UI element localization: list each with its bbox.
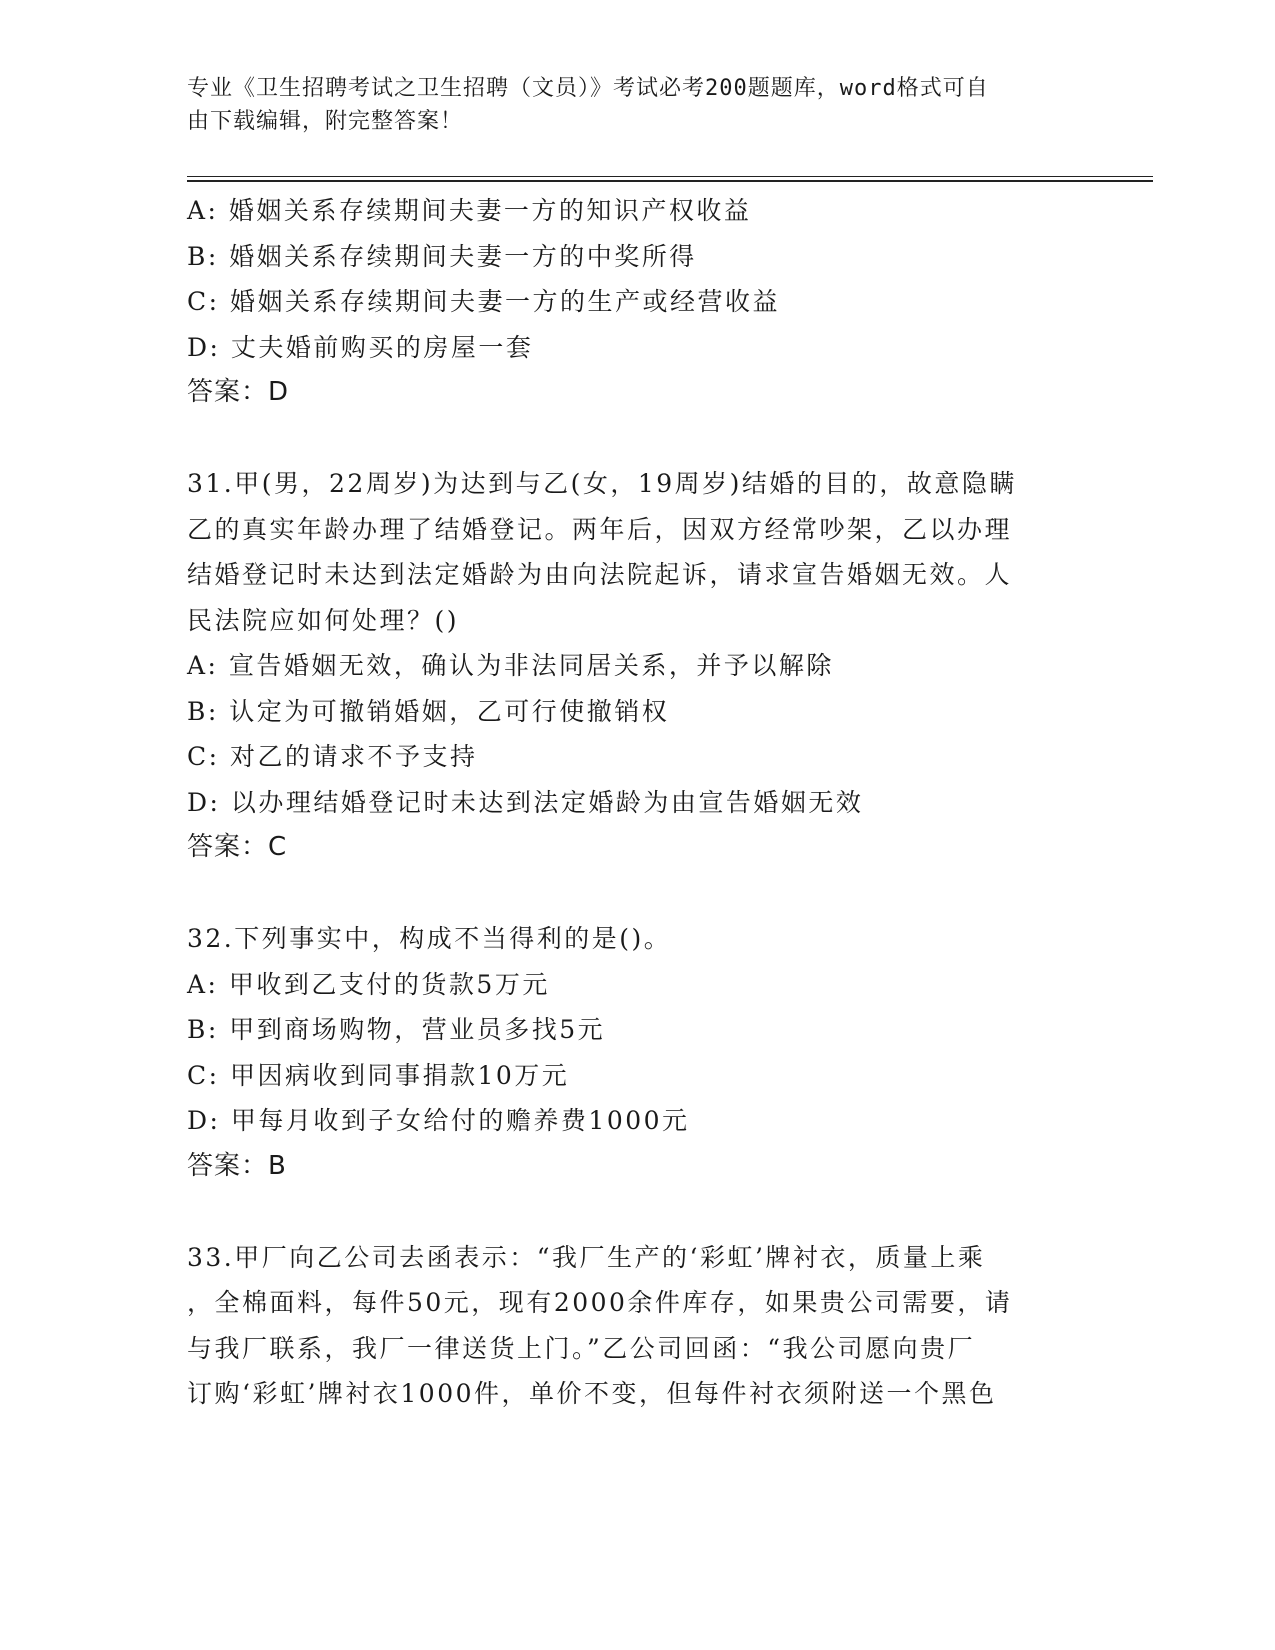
question-33 (187, 1235, 1087, 1417)
question-31 (187, 461, 1087, 871)
option-b: B: 甲到商场购物，营业员多找5元 (187, 1015, 606, 1044)
spacer (187, 416, 1087, 462)
document-header (187, 72, 1067, 138)
answer: 答案：B (187, 1150, 287, 1181)
question-stem-line: 民法院应如何处理？() (187, 605, 460, 635)
question-stem-line: 33.甲厂向乙公司去函表示：“我厂生产的‘彩虹’牌衬衣，质量上乘 (187, 1242, 986, 1272)
option-c: C: 甲因病收到同事捐款10万元 (187, 1060, 570, 1090)
header-line-1: 专业《卫生招聘考试之卫生招聘（文员）》考试必考200题题库，word格式可自 (187, 76, 989, 101)
header-divider-thick (187, 180, 1153, 182)
question-stem-line: 32.下列事实中，构成不当得利的是()。 (187, 924, 672, 953)
option-d: D: 以办理结婚登记时未达到法定婚龄为由宣告婚姻无效 (187, 787, 864, 817)
option-b: B: 婚姻关系存续期间夫妻一方的中奖所得 (187, 241, 697, 271)
question-stem-line: 乙的真实年龄办理了结婚登记。两年后，因双方经常吵架，乙以办理 (187, 514, 1013, 544)
option-c: C: 对乙的请求不予支持 (187, 742, 478, 771)
question-30 (187, 188, 1087, 416)
question-stem-line: 31.甲(男，22周岁)为达到与乙(女，19周岁)结婚的目的，故意隐瞒 (187, 469, 1017, 498)
header-line-2: 由下载编辑，附完整答案！ (187, 109, 464, 134)
answer: 答案：D (187, 377, 290, 407)
question-stem-line: 结婚登记时未达到法定婚龄为由向法院起诉，请求宣告婚姻无效。人 (187, 560, 1013, 589)
spacer (187, 1189, 1087, 1235)
spacer (187, 871, 1087, 917)
question-32 (187, 916, 1087, 1189)
question-stem-line: 与我厂联系，我厂一律送货上门。”乙公司回函：“我公司愿向贵厂 (187, 1333, 976, 1363)
header-divider-thin (187, 176, 1153, 177)
question-stem-line: 订购‘彩虹’牌衬衣1000件，单价不变，但每件衬衣须附送一个黑色 (187, 1379, 997, 1408)
answer: 答案：C (187, 832, 288, 862)
option-c: C: 婚姻关系存续期间夫妻一方的生产或经营收益 (187, 287, 780, 316)
option-a: A: 甲收到乙支付的货款5万元 (187, 969, 550, 999)
option-d: D: 丈夫婚前购买的房屋一套 (187, 332, 534, 362)
option-d: D: 甲每月收到子女给付的赡养费1000元 (187, 1106, 690, 1135)
question-list (187, 188, 1087, 1417)
option-a: A: 宣告婚姻无效，确认为非法同居关系，并予以解除 (187, 651, 834, 680)
question-stem-line: ，全棉面料，每件50元，现有2000余件库存，如果贵公司需要，请 (187, 1288, 1013, 1317)
option-b: B: 认定为可撤销婚姻，乙可行使撤销权 (187, 696, 670, 726)
option-a: A: 婚姻关系存续期间夫妻一方的知识产权收益 (187, 196, 752, 225)
